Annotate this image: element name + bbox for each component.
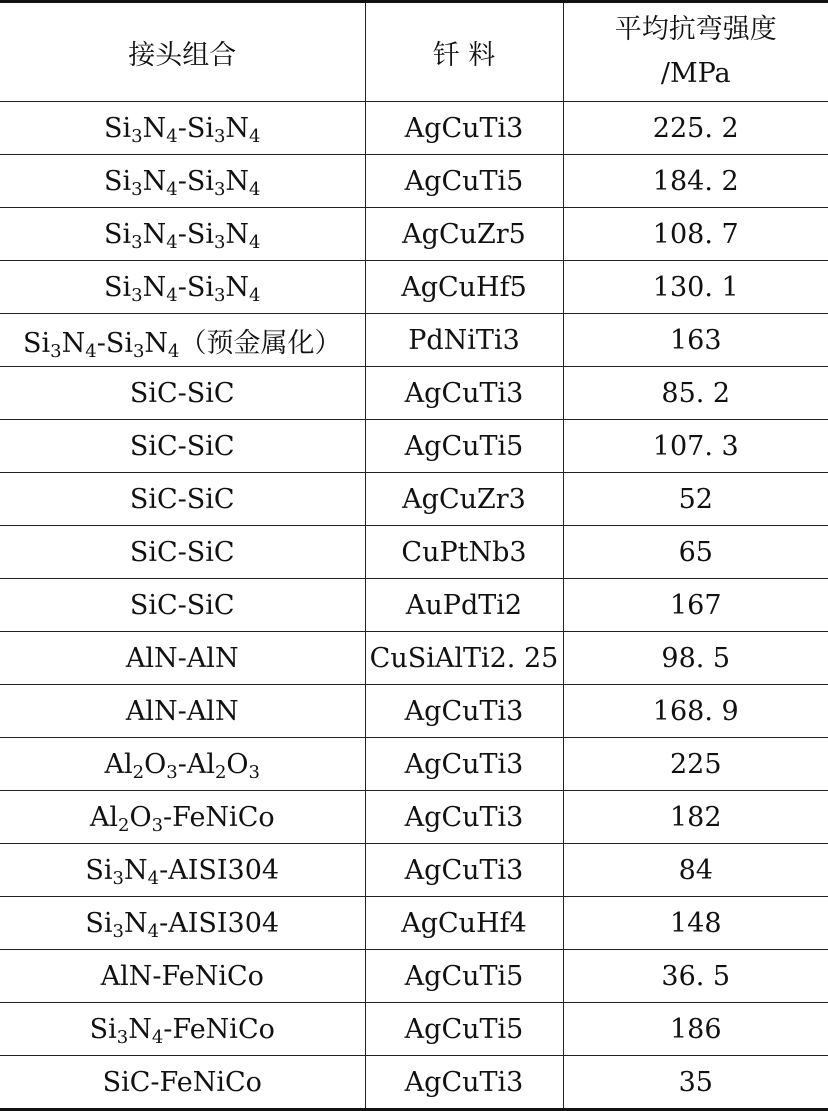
header-strength-title: 平均抗弯强度: [614, 14, 777, 45]
cell-filler: AgCuTi3: [365, 367, 563, 420]
cell-joint: SiC-SiC: [0, 473, 365, 526]
table-body: [0, 102, 828, 1110]
cell-filler: AgCuTi3: [365, 738, 563, 791]
cell-joint: SiC-SiC: [0, 420, 365, 473]
cell-filler: PdNiTi3: [365, 314, 563, 367]
header-row: [0, 2, 828, 102]
table-row: [0, 844, 828, 897]
cell-joint: $Si_3N_4-Si_3N_4$: [0, 261, 365, 314]
cell-filler: AgCuTi5: [365, 155, 563, 208]
cell-filler: AgCuZr5: [365, 208, 563, 261]
cell-filler: AgCuTi5: [365, 420, 563, 473]
cell-strength: 65: [563, 526, 828, 579]
cell-filler: CuPtNb3: [365, 526, 563, 579]
cell-filler: AgCuHf5: [365, 261, 563, 314]
cell-strength: 167: [563, 579, 828, 632]
cell-joint: $Si_3N_4-Si_3N_4$: [0, 102, 365, 155]
table-row: [0, 102, 828, 155]
cell-joint: $Si_3N_4-AISI304$: [0, 897, 365, 950]
table-row: [0, 579, 828, 632]
cell-strength: 184. 2: [563, 155, 828, 208]
cell-joint: AlN-FeNiCo: [0, 950, 365, 1003]
cell-strength: 163: [563, 314, 828, 367]
table-row: [0, 526, 828, 579]
cell-filler: CuSiAlTi2. 25: [365, 632, 563, 685]
cell-joint: AlN-AlN: [0, 685, 365, 738]
table-row: [0, 791, 828, 844]
cell-strength: 35: [563, 1056, 828, 1110]
cell-filler: AgCuZr3: [365, 473, 563, 526]
cell-filler: AgCuTi3: [365, 1056, 563, 1110]
cell-filler: AgCuTi3: [365, 685, 563, 738]
table-header: [0, 2, 828, 102]
cell-joint: $Si_3N_4-Si_3N_4$: [0, 155, 365, 208]
table-row: [0, 314, 828, 367]
table-row: [0, 473, 828, 526]
cell-strength: 84: [563, 844, 828, 897]
cell-joint: $Si_3N_4-Si_3N_4$: [0, 208, 365, 261]
cell-strength: 225. 2: [563, 102, 828, 155]
cell-joint: SiC-FeNiCo: [0, 1056, 365, 1110]
cell-strength: 36. 5: [563, 950, 828, 1003]
table-row: [0, 685, 828, 738]
table-row: [0, 208, 828, 261]
cell-filler: AgCuTi5: [365, 1003, 563, 1056]
table-row: [0, 261, 828, 314]
cell-filler: AgCuTi3: [365, 102, 563, 155]
cell-joint: $Si_3N_4-AISI304$: [0, 844, 365, 897]
header-strength: [563, 2, 828, 102]
cell-joint: SiC-SiC: [0, 526, 365, 579]
cell-strength: 168. 9: [563, 685, 828, 738]
cell-filler: AgCuTi5: [365, 950, 563, 1003]
table-row: [0, 950, 828, 1003]
cell-joint: AlN-AlN: [0, 632, 365, 685]
cell-strength: 52: [563, 473, 828, 526]
table-row: [0, 367, 828, 420]
table-row: [0, 1003, 828, 1056]
table-row: [0, 897, 828, 950]
cell-joint: SiC-SiC: [0, 367, 365, 420]
cell-strength: 98. 5: [563, 632, 828, 685]
cell-strength: 225: [563, 738, 828, 791]
cell-strength: 107. 3: [563, 420, 828, 473]
cell-joint: SiC-SiC: [0, 579, 365, 632]
header-joint: 接头组合: [0, 2, 365, 102]
cell-joint: $Si_3N_4$-FeNiCo: [0, 1003, 365, 1056]
header-strength-unit: /MPa: [660, 58, 731, 89]
cell-strength: 130. 1: [563, 261, 828, 314]
cell-strength: 186: [563, 1003, 828, 1056]
table-row: [0, 738, 828, 791]
table-row: [0, 155, 828, 208]
table-row: [0, 632, 828, 685]
cell-filler: AuPdTi2: [365, 579, 563, 632]
cell-strength: 85. 2: [563, 367, 828, 420]
cell-joint: $Al_2O_3-Al_2O_3$: [0, 738, 365, 791]
cell-joint: $Si_3N_4-Si_3N_4$（预金属化）: [0, 314, 365, 367]
cell-strength: 182: [563, 791, 828, 844]
cell-filler: AgCuTi3: [365, 844, 563, 897]
cell-filler: AgCuHf4: [365, 897, 563, 950]
cell-strength: 108. 7: [563, 208, 828, 261]
cell-strength: 148: [563, 897, 828, 950]
header-filler: 钎 料: [365, 2, 563, 102]
table-row: [0, 1056, 828, 1110]
cell-filler: AgCuTi3: [365, 791, 563, 844]
table-row: [0, 420, 828, 473]
cell-joint: $Al_2O_3$-FeNiCo: [0, 791, 365, 844]
